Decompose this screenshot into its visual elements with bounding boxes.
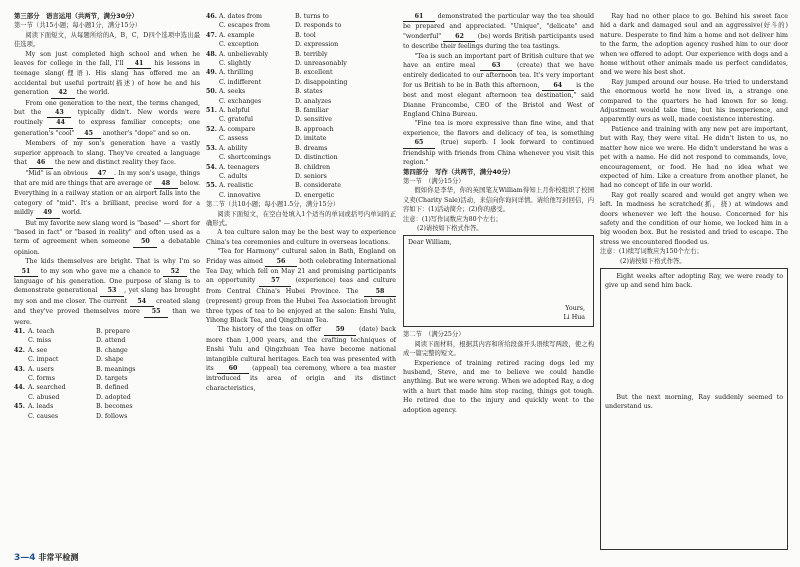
blank-49: 49 — [36, 208, 60, 218]
blank-53: 53 — [100, 286, 124, 296]
blank-62: 62 — [443, 32, 475, 42]
page-number: 3—4 — [14, 553, 36, 563]
option-54a[interactable]: A. teenagers — [219, 163, 260, 171]
option-53a[interactable]: A. ability — [219, 144, 248, 152]
option-53c[interactable]: C. shortcomings — [219, 154, 271, 162]
option-47c[interactable]: C. exception — [219, 41, 259, 49]
option-54b[interactable]: B. children — [295, 163, 331, 171]
option-51b[interactable]: B. familiar — [295, 107, 329, 115]
part3-title: 第三部分 语言运用（共两节，满分30分） — [14, 12, 138, 20]
option-44d[interactable]: D. adopted — [96, 393, 131, 401]
option-49a[interactable]: A. thrilling — [219, 69, 254, 77]
option-42b[interactable]: B. change — [96, 346, 128, 354]
option-43a[interactable]: A. users — [28, 365, 54, 373]
option-46b[interactable]: B. turns to — [295, 13, 329, 20]
option-55c[interactable]: C. innovative — [219, 191, 261, 199]
option-42c[interactable]: C. impact — [28, 356, 59, 364]
option-45a[interactable]: A. leads — [28, 403, 54, 411]
passage2-para1: A tea culture salon may be the best way to experience China's tea ceremonies and culture in overseas locations. — [206, 229, 396, 246]
option-48a[interactable]: A. unbelievably — [219, 50, 269, 58]
blank-51: 51 — [14, 267, 38, 277]
option-41a[interactable]: A. teach — [28, 328, 55, 335]
option-52a[interactable]: A. compare — [219, 125, 256, 133]
mc-options-right: 46. A. dates from B. turns to C. escapes from D. responds to 47. A. example B. tool C. exception D. expression 48. A. unbelievably B. terribly C. slightly D. unreasonably 49. A. thrilling B. excellent C. indifferent D. disappointing 50. A. seeks B. states C. exchanges D. analyzes 51. A. helpful B. familiar C. grateful D. sensitive 52. A. compare B. approach C. assess D. imitate 53. A. ability B. dreams C. shortcomings D. distinction 54. A. teenagers B. children C. adults D. seniors 55. A. realistic B. considerate C. innovative D. energetic — [206, 12, 396, 200]
story-para1: Experience of training retired racing dogs led my husband, Steve, and me to believe we could handle anything. But we were wrong. When we adopted Ray, a dog with a hurt that made him stop racing, things got tough. He retired due to the injury and quickly went to the adoption agency. — [403, 359, 594, 414]
option-52d[interactable]: D. imitate — [295, 135, 327, 143]
section1-instructions: 阅读下面短文，从每题所给的A，B，C，D四个选项中选出最佳选项。 — [14, 31, 200, 49]
blank-45: 45 — [77, 129, 101, 139]
blank-59: 59 — [324, 325, 356, 335]
column-1 — [14, 12, 200, 421]
option-49b[interactable]: B. excellent — [295, 69, 333, 77]
writing-note-3: 注意：(1)续写词数应为150个左右； — [600, 248, 703, 256]
option-41b[interactable]: B. prepare — [96, 328, 130, 335]
story-para3: Ray jumped around our house. He tried to understand the enormous world he now lived in, a strange one compared to the quarters he had known for so long. Adjustment would take time, but his inexperience, and apparently ours as well, made coexistence interesting. — [600, 78, 788, 124]
option-46c[interactable]: C. escapes from — [219, 22, 270, 30]
column-4 — [600, 12, 788, 550]
blank-58: 58 — [364, 287, 396, 297]
option-53d[interactable]: D. distinction — [295, 154, 338, 162]
blank-50: 50 — [133, 237, 157, 247]
option-54c[interactable]: C. adults — [219, 172, 248, 180]
writing-sec2-instructions: 阅读下面材料，根据其内容和所给段落开头语续写两段，使之构成一篇完整的短文。 — [403, 340, 594, 358]
story-para2: Ray had no other place to go. Behind his sweet face hid a dark and damaged soul and an aggressive(好斗的) nature. Desperate to find him a home and not deliver him to the farm, the adoption agency rushed him to our door when we offered to adopt. Our experience with dogs and a home without other animals made us perfect candidates, and we were his best shot. — [600, 13, 788, 77]
passage1-para2: From one generation to the next, the terms changed, but the 43 typically didn't. New words were routinely 44 to express familiar concepts; one generation's "cool" 45 another's "dope" and so on. — [14, 99, 200, 140]
passage2-para4: "Tea is such an important part of British culture that we have an entire meal 63 (create) that we have entirely dedicated to our afternoon tea. It's very important for us British to be in Bath this afternoon, 64 is the best and most elegant afternoon tea destination," said Dianne Francombe, CEO of the Bristol and West of England China Bureau. — [403, 52, 594, 119]
section2-instructions: 阅读下面短文，在空白处填入1个适当的单词或括号内单词的正确形式。 — [206, 210, 396, 227]
option-54d[interactable]: D. seniors — [295, 172, 327, 180]
story-para5: Ray got really scared and would get angry when we left. In madness he scratched(抓，挠) at windows and doors whenever we left the house. Concerned for his safety and the condition of our home, we locked him in a big wooden box. But he resisted and tried to escape. The stress we encountered flooded us. — [600, 191, 788, 246]
part4-title: 第四部分 写作（共两节，满分40分） — [403, 167, 515, 176]
option-48b[interactable]: B. terribly — [295, 50, 328, 58]
option-55d[interactable]: D. energetic — [295, 191, 335, 199]
letter-closing: Yours, — [565, 304, 585, 312]
section2-title: 第二节（共10小题；每小题1.5分，满分15分） — [206, 201, 340, 209]
blank-56: 56 — [265, 257, 297, 267]
option-42a[interactable]: A. see — [28, 346, 48, 354]
writing-note-1: 注意：(1)写作词数应为80个左右； — [403, 215, 502, 223]
blank-43: 43 — [47, 108, 71, 118]
option-47b[interactable]: B. tool — [295, 31, 316, 39]
option-48d[interactable]: D. unreasonably — [295, 60, 347, 68]
blank-54: 54 — [130, 297, 154, 307]
footer-title: 非常平检测 — [38, 553, 79, 562]
blank-65: 65 — [403, 138, 435, 148]
option-55b[interactable]: B. considerate — [295, 182, 342, 190]
option-45b[interactable]: B. becomes — [96, 403, 133, 411]
option-46d[interactable]: D. responds to — [295, 22, 342, 30]
blank-52: 52 — [163, 267, 187, 277]
blank-44: 44 — [49, 118, 73, 128]
option-55a[interactable]: A. realistic — [219, 182, 254, 190]
option-49d[interactable]: D. disappointing — [295, 78, 348, 86]
option-43c[interactable]: C. forms — [28, 375, 55, 383]
option-47a[interactable]: A. example — [219, 31, 255, 39]
blank-41: 41 — [127, 59, 151, 69]
blank-48: 48 — [154, 179, 178, 189]
option-50b[interactable]: B. states — [295, 88, 323, 96]
passage1-para3: Members of my son's generation have a vastly superior approach to slang. They've created a language that 46 the new and distinct reality they face. — [14, 139, 200, 168]
writing-sec2-title: 第二节 （满分25分） — [403, 331, 465, 339]
option-47d[interactable]: D. expression — [295, 41, 339, 49]
passage2-para3-cont: 61 demonstrated the particular way the tea should be prepared and appreciated. "Unique", "delicate" and "wonderful" 62 (be) words British participants used to describe their feelings during the tea tastings. — [403, 13, 594, 51]
blank-57: 57 — [259, 276, 291, 286]
blank-64: 64 — [542, 81, 574, 91]
continuation-para2: But the next morning, Ray suddenly seemed to understand us. — [605, 393, 783, 411]
option-46a[interactable]: A. dates from — [219, 13, 262, 20]
letter-answer-box[interactable] — [403, 235, 594, 327]
option-43d[interactable]: D. targets — [96, 375, 128, 383]
blank-46: 46 — [29, 158, 53, 168]
blank-63: 63 — [480, 61, 512, 71]
option-48c[interactable]: C. slightly — [219, 60, 252, 68]
option-44b[interactable]: B. defined — [96, 384, 129, 392]
mc-options-left: 41. A. teach B. prepare C. miss D. attend 42. A. see B. change C. impact D. shape 43. A. users B. meanings C. forms D. targets 44. A. searched B. defined C. abused D. adopted 45. A. leads B. becomes C. causes D. follows — [14, 327, 200, 421]
passage2-para3-start: The history of the teas on offer 59 (date) back more than 1,000 years, and the crafting techniques of Enshi Yulu and Qingzhuan Tea have become national intangible cultural heritages. Each tea was presented with its 60 (appeal) tea ceremony, where a tea master introduced its area of origin and its distinct characteristics, — [206, 326, 396, 392]
section1-title: 第一节（共15小题；每小题1分，满分15分） — [14, 22, 142, 30]
writing-note-4: (2)请按如下格式作答。 — [620, 257, 686, 265]
option-50c[interactable]: C. exchanges — [219, 97, 262, 105]
letter-signature: Li Hua — [563, 314, 585, 322]
story-para4: Patience and training with any new pet are important, but with Ray, they were vital. He didn't listen to us, no matter how nice we were. He didn't understand he was a pet with a name. He did not respond to commands, love, encouragement, or food. He had no idea what we expected of him. Like a creature from another planet, he had no concept of life in our world. — [600, 125, 788, 190]
option-41d[interactable]: D. attend — [96, 337, 126, 345]
continuation-answer-box[interactable] — [600, 268, 788, 550]
option-45d[interactable]: D. follows — [96, 412, 128, 420]
column-3 — [403, 12, 594, 415]
passage2-para5: "Fine tea is more expressive than fine wine, and that experience, the flavors and delicacy of tea, is something 65 (true) superb. I look forward to continued friendship with friends from China whenever you visit this region." — [403, 120, 594, 167]
passage1-para1: My son just completed high school and when he leaves for college in the fall, I'll 41 his lessons in teenage slang(俚语). His slang has offered me an accidental but useful portrait(描述) of how he and his generation 42 the world. — [14, 50, 200, 99]
option-51c[interactable]: C. grateful — [219, 116, 254, 124]
passage1-para5: But my favorite new slang word is "based" — short for "based in fact" or "based in reality" and often used as a term of agreement when someone 50 a debatable opinion. — [14, 219, 200, 256]
option-51d[interactable]: D. sensitive — [295, 116, 332, 124]
option-50d[interactable]: D. analyzes — [295, 97, 332, 105]
option-52b[interactable]: B. approach — [295, 125, 334, 133]
blank-60: 60 — [217, 364, 249, 374]
option-49c[interactable]: C. indifferent — [219, 78, 262, 86]
option-50a[interactable]: A. seeks — [219, 88, 246, 96]
option-45c[interactable]: C. causes — [28, 412, 59, 420]
column-2 — [206, 12, 396, 393]
passage2-para2: "Tea for Harmony" cultural salon in Bath, England on Friday was aimed 56 both celebrating International Tea Day, which fell on May 21 and promising participants an opportunity 57 (experience) teas and culture from Central China's Hubei Province. The 58 (represent) group from the Hubei Tea Association brought three types of tea to be enjoyed at the salon: Enshi Yulu, Yihong Black Tea, and Qingzhuan Tea. — [206, 248, 396, 324]
blank-61: 61 — [403, 12, 435, 22]
passage1-para6: The kids themselves are bright. That is why I'm so 51 to my son who gave me a chance to 52 the language of his generation. One purpose of slang is to demonstrate generational 53 , yet slang has brought my son and me closer. The current 54 created slang and they've proved themselves more 55 than we were. — [14, 258, 201, 326]
option-53b[interactable]: B. dreams — [295, 144, 328, 152]
option-42d[interactable]: D. shape — [96, 356, 124, 364]
page-footer — [14, 553, 78, 563]
continuation-para1: Eight weeks after adopting Ray, we were ready to give up and send him back. — [605, 272, 783, 290]
writing-sec1-title: 第一节 （满分15分） — [403, 177, 465, 185]
option-51a[interactable]: A. helpful — [219, 107, 250, 115]
writing-sec1-instructions: 假如你是李华，你的英国笔友William得知上月你校组织了校园义卖(Charity Sale)活动，来信向你询问详情。请给他写封回信，内容如下：(1)活动简介；(2)你的感受。 — [403, 187, 594, 214]
option-43b[interactable]: B. meanings — [96, 365, 136, 373]
passage1-para4: "Mid" is an obvious 47 . In my son's usage, things that are mid are things that are average or 48 below. Everything in a railway station or an airport falls into the category of "mid". It's a brilliant, precise word for a mildly 49 world. — [14, 169, 200, 219]
option-44c[interactable]: C. abused — [28, 393, 60, 401]
blank-47: 47 — [90, 169, 114, 179]
option-41c[interactable]: C. miss — [28, 337, 52, 345]
letter-greeting: Dear William, — [408, 239, 452, 247]
writing-note-2: (2)请按如下格式作答。 — [417, 224, 483, 232]
blank-55: 55 — [144, 307, 168, 317]
blank-42: 42 — [51, 88, 75, 98]
option-52c[interactable]: C. assess — [219, 135, 249, 143]
option-44a[interactable]: A. searched — [28, 384, 66, 392]
